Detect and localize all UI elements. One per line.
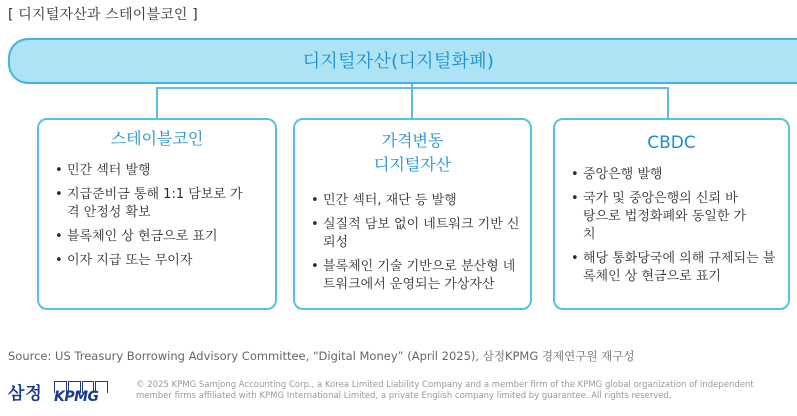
- list-item: [311, 192, 522, 210]
- bullet-icon: •: [571, 251, 579, 266]
- list-item-text: 지급준비금 통해 1:1 담보로 가격 안정성 확보: [67, 187, 243, 220]
- bullet-icon: •: [55, 253, 63, 268]
- bullet-list: [55, 162, 267, 276]
- list-item: [311, 216, 522, 252]
- connector-left: [156, 87, 158, 119]
- bullet-icon: •: [311, 193, 319, 208]
- list-item: [311, 258, 522, 294]
- card-stablecoin: [37, 118, 277, 310]
- source-note: Source: US Treasury Borrowing Advisory Committee, “Digital Money” (April 2025), 삼정KPMG 경제연구원 재구성: [8, 349, 635, 363]
- banner-title: 디지털자산(디지털화폐): [302, 51, 495, 72]
- card-volatile-digital-assets: [293, 118, 532, 310]
- list-item: [571, 166, 780, 184]
- bullet-icon: •: [55, 163, 63, 178]
- bullet-list: [571, 166, 780, 292]
- bullet-list: [311, 192, 522, 300]
- connector-center: [411, 87, 413, 119]
- list-item: [55, 186, 267, 222]
- copyright-notice: © 2025 KPMG Samjong Accounting Corp., a Korea Limited Liability Company and a member firm of the KPMG global organization of independent member firms affiliated with KPMG International Limited, a private English company limited by guarantee. All rights reserved.: [136, 380, 754, 401]
- list-item-text: 민간 섹터, 재단 등 발행: [323, 193, 457, 208]
- bullet-icon: •: [311, 259, 319, 274]
- bullet-icon: •: [571, 191, 579, 206]
- card-title: CBDC: [647, 133, 696, 153]
- card-title: 스테이블코인: [110, 129, 204, 148]
- list-item: [55, 162, 267, 180]
- card-title-line-1: 가격변동: [381, 131, 444, 150]
- bullet-icon: •: [311, 217, 319, 232]
- bullet-icon: •: [571, 167, 579, 182]
- list-item: [55, 228, 267, 246]
- list-item-text: 해당 통화당국에 의해 규제되는 블록체인 상 현금으로 표기: [583, 251, 776, 284]
- bullet-icon: •: [55, 187, 63, 202]
- list-item: [571, 250, 780, 286]
- list-item-text: 실질적 담보 없이 네트워크 기반 신뢰성: [323, 217, 520, 250]
- card-title-line-2: 디지털자산: [373, 155, 452, 174]
- card-cbdc: [553, 118, 790, 310]
- list-item-text: 이자 지급 또는 무이자: [67, 253, 193, 268]
- connector-right: [667, 87, 669, 119]
- list-item-text: 민간 섹터 발행: [67, 163, 151, 178]
- list-item-text: 블록체인 기술 기반으로 분산형 네트워크에서 운영되는 가상자산: [323, 259, 516, 292]
- list-item-text: 국가 및 중앙은행의 신뢰 바탕으로 법정화폐와 동일한 가치: [583, 191, 747, 242]
- page-heading: [ 디지털자산과 스테이블코인 ]: [8, 7, 198, 23]
- list-item: [571, 190, 780, 244]
- bullet-icon: •: [55, 229, 63, 244]
- kpmg-logo: [54, 381, 108, 403]
- list-item-text: 블록체인 상 현금으로 표기: [67, 229, 218, 244]
- samjong-logo: 삼정: [8, 384, 43, 404]
- kpmg-logo-text: KPMG: [54, 389, 99, 405]
- list-item-text: 중앙은행 발행: [583, 167, 663, 182]
- list-item: [55, 252, 267, 270]
